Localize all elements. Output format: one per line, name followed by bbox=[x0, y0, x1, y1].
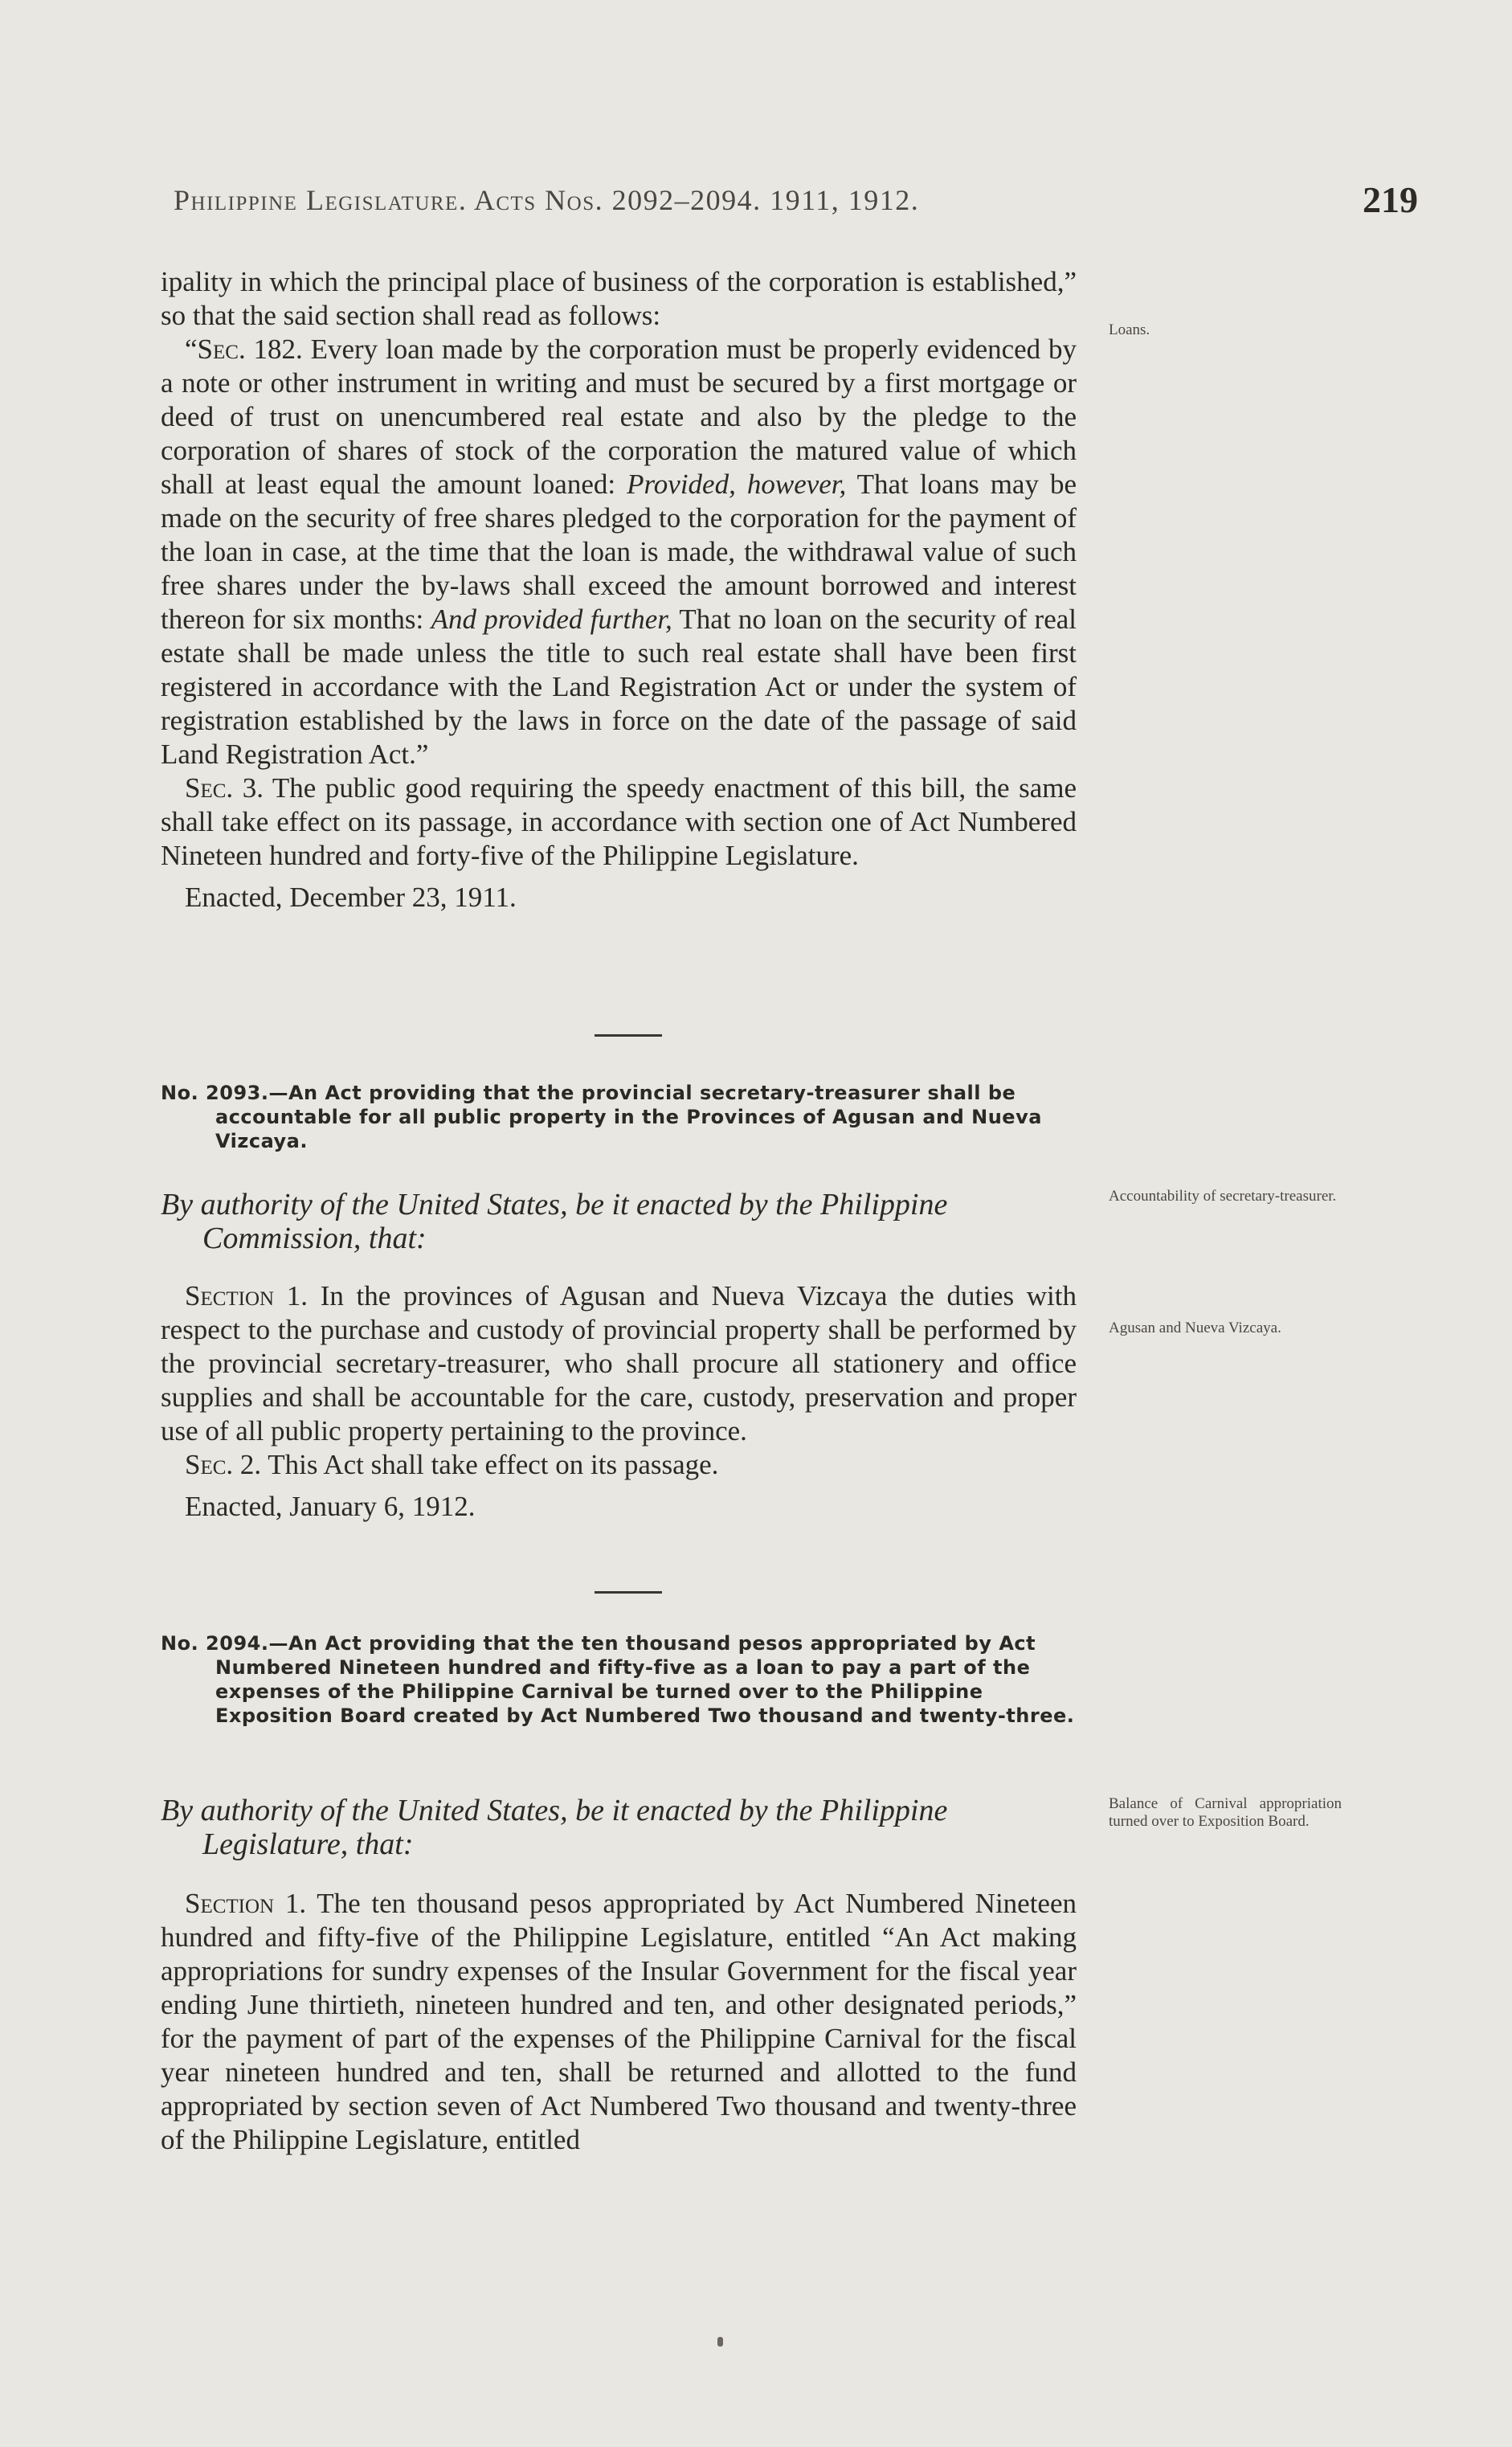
paragraph-intro: ipality in which the principal place of business of the corporation is established,” so that the said section shall read as follows: bbox=[161, 266, 1077, 331]
act-2093-body bbox=[161, 1279, 1077, 1524]
act-2094-body bbox=[161, 1887, 1077, 2157]
section-divider bbox=[595, 1034, 662, 1037]
running-header: Philippine Legislature. Acts Nos. 2092–2094. 1911, 1912. bbox=[174, 184, 920, 216]
act-2094-title: No. 2094.—An Act providing that the ten thousand pesos appropriated by Act Numbered Nineteen hundred and fifty-five as a loan to pay a part of the expenses of the Philippine Carnival be turned over to the Philippine Exposition Board created by Act Numbered Two thousand and twenty-three. bbox=[161, 1632, 1075, 1727]
enacted-date: Enacted, January 6, 1912. bbox=[185, 1491, 476, 1522]
section-lead: “Sec. 182. bbox=[185, 333, 303, 365]
paper-speck bbox=[717, 2337, 723, 2347]
act-2094-enacting-clause: By authority of the United States, be it enacted by the Philippine Legislature, that: bbox=[161, 1794, 948, 1861]
section-divider bbox=[595, 1591, 662, 1594]
margin-note-accountability: Accountability of secretary-treasurer. bbox=[1109, 1188, 1337, 1205]
paragraph-section-1: Section 1. The ten thousand pesos appropriated by Act Numbered Nineteen hundred and fifty-five of the Philippine Legislature, entitled “An Act making appropriations for sundry expenses of the Insular Government for the fiscal year ending June thirtieth, nineteen hundred and ten, and other designated periods,” for the payment of part of the expenses of the Philippine Carnival for the fiscal year nineteen hundred and ten, shall be returned and allotted to the fund appropriated by section seven of Act Numbered Two thousand and twenty-three of the Philippine Legislature, entitled bbox=[161, 1888, 1077, 2155]
paragraph-sec-182: “Sec. 182. Every loan made by the corporation must be properly evidenced by a note or other instrument in writing and must be secured by a first mortgage or deed of trust on unencumbered real estate and also by the pledge to the corporation of shares of stock of the corporation the matured value of which shall at least equal the amount loaned: Provided, however, That loans may be made on the security of free shares pledged to the corporation for the payment of the loan in case, at the time that the loan is made, the withdrawal value of such free shares under the by-laws shall exceed the amount borrowed and interest thereon for six months: And provided further, That no loan on the security of real estate shall be made unless the title to such real estate shall have been first registered in accordance with the Land Registration Act or under the system of registration established by the laws in force on the date of the passage of said Land Registration Act.” bbox=[161, 333, 1077, 770]
margin-note-agusan: Agusan and Nueva Vizcaya. bbox=[1109, 1320, 1281, 1336]
section-lead: Section 1. bbox=[185, 1280, 309, 1311]
page-number: 219 bbox=[1363, 179, 1418, 220]
enacted-date: Enacted, December 23, 1911. bbox=[185, 882, 517, 913]
margin-note-carnival: Balance of Carnival appropriation turned over to Exposition Board. bbox=[1109, 1795, 1342, 1830]
section-lead: Sec. 3. bbox=[185, 772, 264, 804]
act-2093-title: No. 2093.—An Act providing that the provincial secretary-treasurer shall be accountable for all public property in the Provinces of Agusan and Nueva Vizcaya. bbox=[161, 1082, 1042, 1152]
section-lead: Section 1. bbox=[185, 1888, 307, 1919]
paragraph-sec-2: Sec. 2. This Act shall take effect on its passage. bbox=[185, 1449, 719, 1480]
act-2093-enacting-clause: By authority of the United States, be it enacted by the Philippine Commission, that: bbox=[161, 1188, 948, 1255]
paragraph-section-1: Section 1. In the provinces of Agusan and Nueva Vizcaya the duties with respect to the purchase and custody of provincial property shall be performed by the provincial secretary-treasurer, who shall procure all stationery and office supplies and shall be accountable for the care, custody, preservation and proper use of all public property pertaining to the province. bbox=[161, 1280, 1077, 1447]
margin-note-loans: Loans. bbox=[1109, 321, 1150, 338]
paragraph-sec-3: Sec. 3. The public good requiring the speedy enactment of this bill, the same shall take effect on its passage, in accordance with section one of Act Numbered Nineteen hundred and forty-five of the Philippine Legislature. bbox=[161, 772, 1077, 871]
section-lead: Sec. 2. bbox=[185, 1449, 262, 1480]
act-2092-continuation bbox=[161, 265, 1077, 915]
